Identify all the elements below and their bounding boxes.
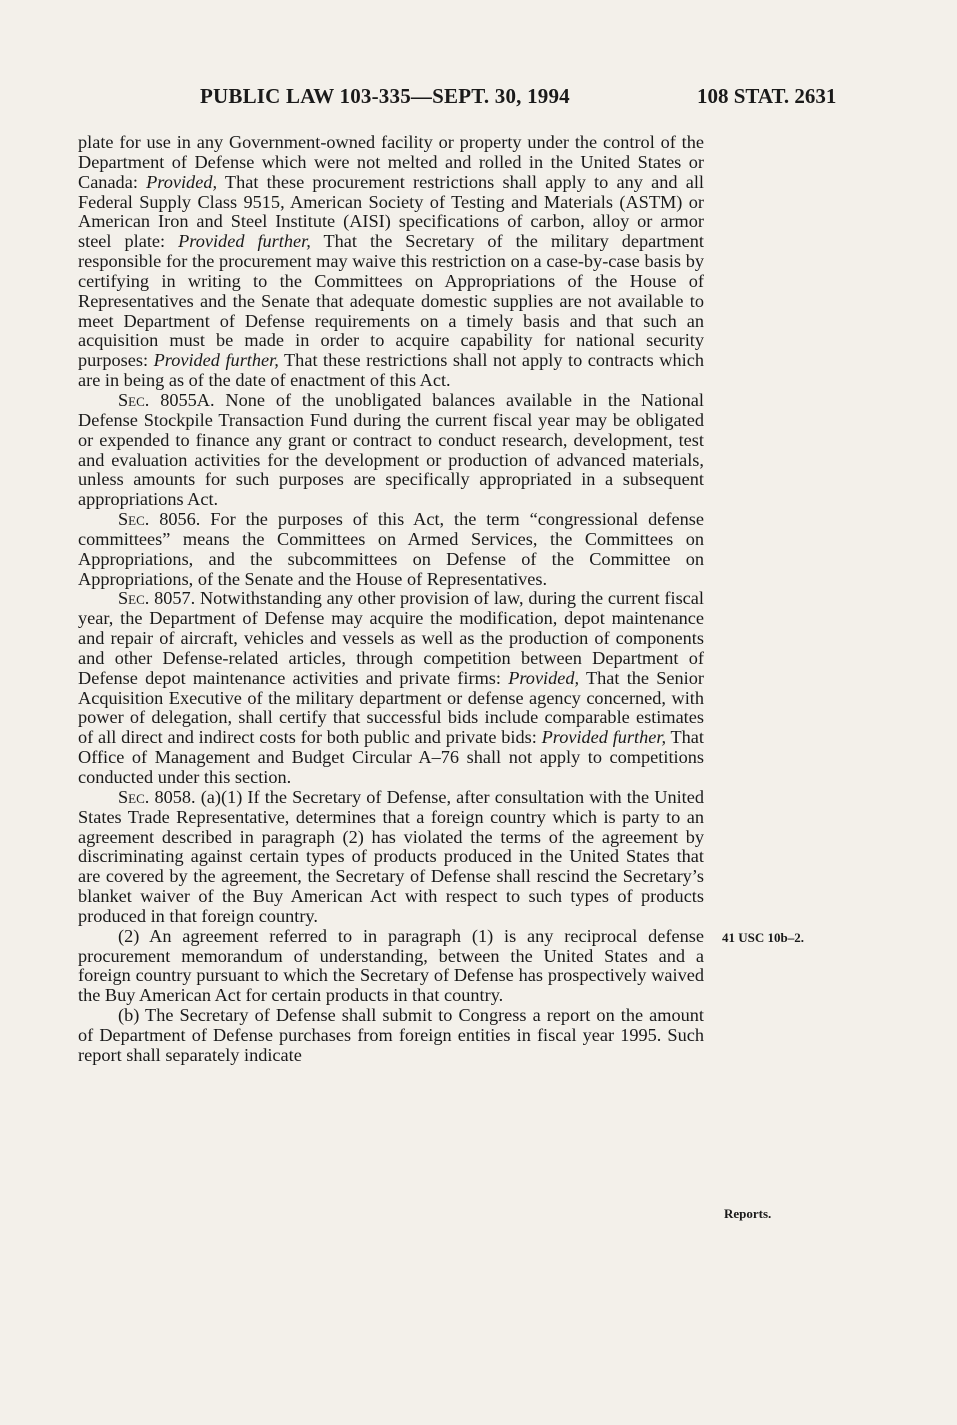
proviso-italic: Provided, bbox=[146, 171, 218, 192]
margin-note-reports: Reports. bbox=[724, 1206, 772, 1221]
section-label: Sec. 8056. bbox=[118, 509, 201, 530]
margin-note-usc-citation: 41 USC 10b–2. bbox=[722, 930, 804, 945]
section-label: Sec. 8057. bbox=[118, 588, 196, 609]
section-label: Sec. 8055A. bbox=[118, 389, 215, 410]
proviso-italic: Provided, bbox=[508, 667, 580, 688]
text-run: Notwithstanding any other provision of law, during the current fiscal year, the Department of Defense may acquire the modification, depot maintenance and repair of aircraft, vehicles and vessels as well as the production of components and other Defense-related articles, through competition between Department of Defense depot maintenance activities and private firms: bbox=[78, 588, 704, 688]
proviso-italic: Provided further, bbox=[178, 231, 311, 252]
text-run: That these restrictions shall not apply to contracts which are in being as of the date of enactment of this Act. bbox=[78, 350, 704, 391]
running-head-title: PUBLIC LAW 103-335—SEPT. 30, 1994 bbox=[200, 84, 570, 108]
statute-page-number: 108 STAT. 2631 bbox=[697, 84, 837, 108]
text-run: That the Senior Acquisition Executive of the military department or defense agency concerned, with power of delegation, shall certify that successful bids include comparable estimates of all direct and indirect costs for both public and private bids: bbox=[78, 667, 704, 748]
text-run: That these procurement restrictions shall apply to any and all Federal Supply Class 9515, American Society of Testing and Materials (ASTM) or American Iron and Steel Institute (AISI) specifications of carbon, alloy or armor steel plate: bbox=[78, 171, 704, 252]
text-run: (a)(1) If the Secretary of Defense, after consultation with the United States Trade Representative, determines that a foreign country which is party to an agreement described in paragraph (2) has violated the terms of the agreement by discriminating against certain types of products produced in the United States that are covered by the agreement, the Secretary of Defense shall rescind the Secretary’s blanket waiver of the Buy American Act with respect to such types of products produced in that foreign country. bbox=[78, 786, 704, 926]
paragraph-sec-8057 bbox=[78, 589, 704, 787]
paragraph-sec-8055a bbox=[78, 391, 704, 510]
text-run: That the Secretary of the military department responsible for the procurement may waive this restriction on a case-by-case basis by certifying in writing to the Committees on Appropriations of the House of Representatives and the Senate that adequate domestic supplies are not available to meet Department of Defense requirements on a timely basis and that such an acquisition must be made in order to acquire capability for national security purposes: bbox=[78, 231, 705, 371]
proviso-italic: Provided further, bbox=[541, 727, 667, 748]
paragraph-sec-8058-a2 bbox=[78, 927, 704, 1006]
text-run: For the purposes of this Act, the term “congressional defense committees” means the Committees on Armed Services, the Committees on Appropriations, and the subcommittees on Defense of the Committee on Appropriations, of the Senate and the House of Representatives. bbox=[78, 509, 704, 589]
text-run: plate for use in any Government-owned facility or property under the control of the Department of Defense which were not melted and rolled in the United States or Canada: bbox=[78, 132, 704, 192]
text-run: That Office of Management and Budget Circular A–76 shall not apply to competitions conducted under this section. bbox=[78, 727, 705, 787]
body-text bbox=[78, 133, 704, 1066]
proviso-italic: Provided further, bbox=[153, 350, 279, 371]
text-run: None of the unobligated balances available in the National Defense Stockpile Transaction Fund during the current fiscal year may be obligated or expended to finance any grant or contract to conduct research, development, test and evaluation activities for the development or production of advanced materials, unless amounts for such purposes are specifically appropriated in a subsequent appropriations Act. bbox=[78, 389, 704, 510]
paragraph-continued bbox=[78, 133, 704, 391]
paragraph-sec-8056 bbox=[78, 510, 704, 589]
text-run: (b) The Secretary of Defense shall submit to Congress a report on the amount of Department of Defense purchases from foreign entities in fiscal year 1995. Such report shall separately indicate bbox=[78, 1005, 704, 1065]
text-run: (2) An agreement referred to in paragraph (1) is any reciprocal defense procurement memorandum of understanding, between the United States and a foreign country pursuant to which the Secretary of Defense has prospectively waived the Buy American Act for certain products in that country. bbox=[78, 925, 704, 1006]
section-label: Sec. 8058. bbox=[118, 786, 196, 807]
running-head bbox=[0, 84, 957, 116]
paragraph-sec-8058-a bbox=[78, 788, 704, 927]
paragraph-sec-8058-b bbox=[78, 1006, 704, 1066]
